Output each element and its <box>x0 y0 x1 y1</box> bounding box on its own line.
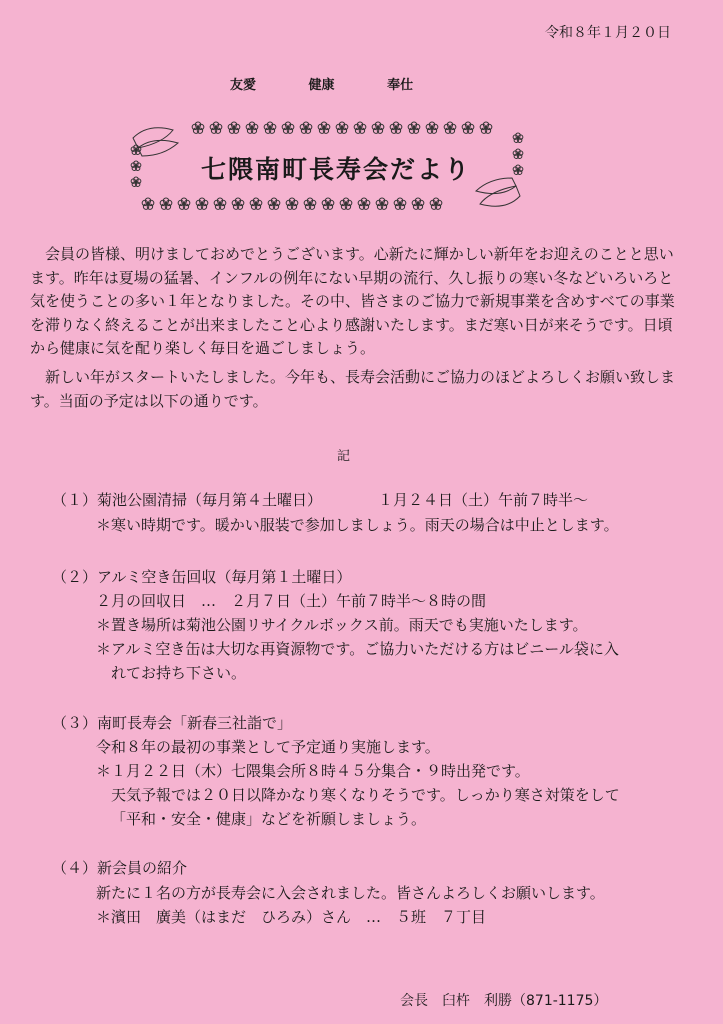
flower-icon <box>264 122 276 133</box>
flower-icon <box>214 198 226 209</box>
flower-icon <box>462 122 474 133</box>
flower-icon <box>318 122 330 133</box>
flower-icon <box>322 198 334 209</box>
item-1-note: ＊寒い時期です。暖かい服装で参加しましょう。雨天の場合は中止とします。 <box>96 516 619 534</box>
flower-icon <box>286 198 298 209</box>
item-2-line: ＊置き場所は菊池公園リサイクルボックス前。雨天でも実施いたします。 <box>96 616 588 634</box>
flower-icon <box>354 122 366 133</box>
flower-icon <box>408 122 420 133</box>
item-1-heading: （１）菊池公園清掃（毎月第４土曜日） <box>52 491 323 509</box>
flower-icon <box>412 198 424 209</box>
flower-icon <box>358 198 370 209</box>
flower-icon <box>480 122 492 133</box>
flower-icon <box>372 122 384 133</box>
flower-icon <box>513 165 523 174</box>
flower-icon <box>340 198 352 209</box>
flower-icon <box>444 122 456 133</box>
flower-icon <box>304 198 316 209</box>
flower-icon <box>268 198 280 209</box>
item-1-date: １月２４日（土）午前７時半～ <box>378 491 589 509</box>
flower-icon <box>232 198 244 209</box>
flower-icon <box>390 122 402 133</box>
motto-service: 奉仕 <box>387 78 414 93</box>
issue-date: 令和８年１月２０日 <box>545 25 671 41</box>
flower-icon <box>131 177 141 186</box>
flower-icon <box>282 122 294 133</box>
ki-marker: 記 <box>337 449 351 464</box>
flower-icon <box>228 122 240 133</box>
president-contact: 会長 臼杵 利勝（871-1175） <box>400 993 608 1009</box>
flower-icon <box>430 198 442 209</box>
item-3-line: 「平和・安全・健康」などを祈願しましょう。 <box>111 810 427 828</box>
newsletter-title: 七隈南町長寿会だより <box>200 155 471 184</box>
item-4-line: ＊濱田 廣美（はまだ ひろみ）さん … ５班 ７丁目 <box>96 908 487 926</box>
flower-icon <box>300 122 312 133</box>
motto-line <box>230 74 461 93</box>
item-3-line: 令和８年の最初の事業として予定通り実施します。 <box>96 738 440 756</box>
item-2-heading: （２）アルミ空き缶回収（毎月第１土曜日） <box>52 568 352 586</box>
item-2-line: ２月の回収日 … ２月７日（土）午前７時半～８時の間 <box>96 592 487 610</box>
flower-icon <box>246 122 258 133</box>
flower-icon <box>513 149 523 158</box>
flower-icon <box>394 198 406 209</box>
item-4-heading: （４）新会員の紹介 <box>52 859 188 877</box>
flower-icon <box>196 198 208 209</box>
flower-icon <box>160 198 172 209</box>
flower-icon <box>192 122 204 133</box>
flower-icon <box>178 198 190 209</box>
item-2-line: れてお持ち下さい。 <box>111 664 247 682</box>
item-3-heading: （３）南町長寿会「新春三社詣で」 <box>52 714 293 732</box>
flower-icon <box>250 198 262 209</box>
flower-icon <box>210 122 222 133</box>
flower-icon <box>426 122 438 133</box>
flower-icon <box>336 122 348 133</box>
item-4-line: 新たに１名の方が長寿会に入会されました。皆さんよろしくお願いします。 <box>96 884 605 902</box>
flower-icon <box>513 133 523 142</box>
motto-friendship: 友愛 <box>230 78 257 93</box>
flower-icon <box>131 161 141 170</box>
item-3-line: 天気予報では２０日以降かなり寒くなりそうです。しっかり寒さ対策をして <box>111 786 620 804</box>
item-3-line: ＊１月２２日（木）七隈集会所８時４５分集合・９時出発です。 <box>96 762 530 780</box>
flower-icon <box>142 198 154 209</box>
greeting-paragraph: 会員の皆様、明けましておめでとうございます。心新たに輝かしい新年をお迎えのことと思います。昨年は夏場の猛暑、インフルの例年にない早期の流行、久し振りの寒い冬などいろいろと気を使うことの多い１年となりました。その中、皆さまのご協力で新規事業を含めすべての事業を滞りなく終えることが出来ましたこと心より感謝いたします。まだ寒い日が来そうです。日頃から健康に気を配り楽しく毎日を過ごしましょう。 <box>30 245 675 357</box>
schedule-intro-paragraph: 新しい年がスタートいたしました。今年も、長寿会活動にご協力のほどよろしくお願い致します。当面の予定は以下の通りです。 <box>30 368 676 410</box>
motto-health: 健康 <box>308 78 335 93</box>
item-2-line: ＊アルミ空き缶は大切な再資源物です。ご協力いただける方はビニール袋に入 <box>96 640 619 658</box>
flower-icon <box>376 198 388 209</box>
